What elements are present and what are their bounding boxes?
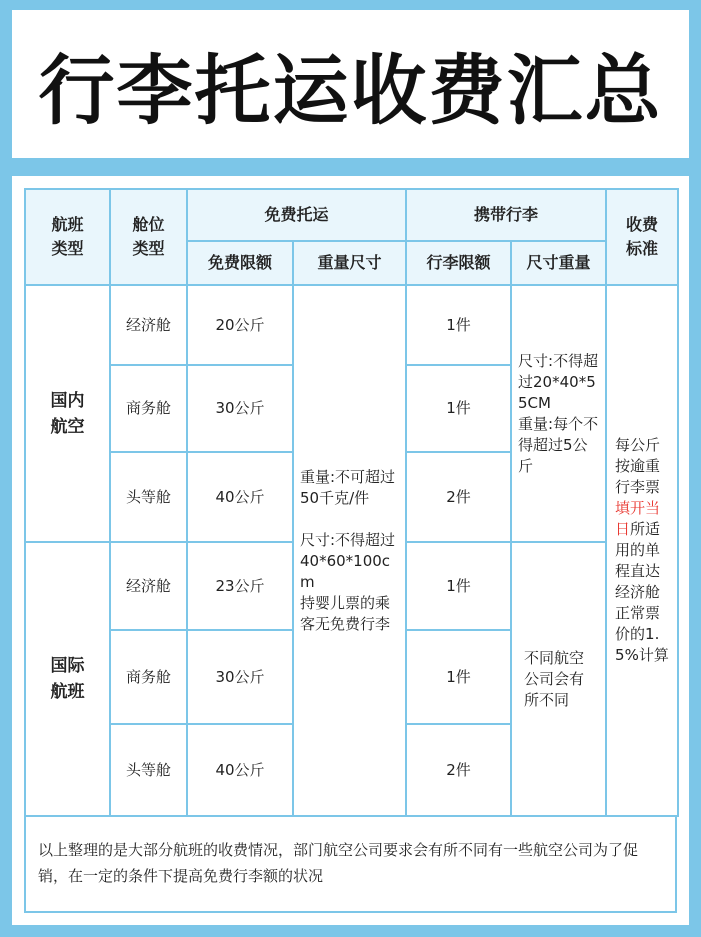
cabin-cell: 商务舱 [110, 630, 187, 724]
fee-standard-cell: 每公斤按逾重行李票填开当日所适用的单程直达经济舱正常票价的1.5%计算 [606, 285, 678, 816]
footnote-text: 以上整理的是大部分航班的收费情况，部门航空公司要求会有所不同有一些航空公司为了促销，在一定的条件下提高免费行李额的状况 [38, 841, 639, 885]
free-limit-cell: 30公斤 [187, 630, 293, 724]
header-carry-limit: 行李限额 [406, 241, 511, 285]
title-banner [12, 10, 689, 158]
carry-limit-cell: 1件 [406, 542, 511, 630]
cabin-cell: 头等舱 [110, 724, 187, 816]
carry-limit-cell: 1件 [406, 365, 511, 452]
header-size-weight: 尺寸重量 [511, 241, 606, 285]
carry-limit-cell: 1件 [406, 630, 511, 724]
weight-size-cell: 重量:不可超过50千克/件 尺寸:不得超过40*60*100cm 持婴儿票的乘客无免费行李 [293, 285, 406, 816]
group-international: 国际航班 [25, 542, 110, 816]
carry-limit-cell: 2件 [406, 724, 511, 816]
free-limit-cell: 40公斤 [187, 452, 293, 542]
fee-table-panel [12, 176, 689, 925]
carry-limit-cell: 1件 [406, 285, 511, 365]
header-fee-standard: 收费标准 [606, 189, 678, 285]
cabin-cell: 经济舱 [110, 542, 187, 630]
footnote [24, 815, 677, 913]
carry-limit-cell: 2件 [406, 452, 511, 542]
free-limit-cell: 30公斤 [187, 365, 293, 452]
cabin-cell: 经济舱 [110, 285, 187, 365]
fee-highlight: 填开当日 [615, 499, 661, 538]
baggage-fee-table [24, 188, 679, 817]
group-domestic: 国内航空 [25, 285, 110, 542]
international-carry-size-cell: 不同航空公司会有所不同 [511, 542, 606, 816]
header-flight-type: 航班类型 [25, 189, 110, 285]
free-limit-cell: 20公斤 [187, 285, 293, 365]
header-free-checked: 免费托运 [187, 189, 406, 241]
domestic-carry-size-cell: 尺寸:不得超过20*40*55CM 重量:每个不得超过5公斤 [511, 285, 606, 542]
page-title: 行李托运收费汇总 [38, 45, 663, 135]
cabin-cell: 头等舱 [110, 452, 187, 542]
header-cabin-type: 舱位类型 [110, 189, 187, 285]
free-limit-cell: 23公斤 [187, 542, 293, 630]
free-limit-cell: 40公斤 [187, 724, 293, 816]
header-weight-size: 重量尺寸 [293, 241, 406, 285]
header-free-limit: 免费限额 [187, 241, 293, 285]
header-carry-on: 携带行李 [406, 189, 606, 241]
cabin-cell: 商务舱 [110, 365, 187, 452]
